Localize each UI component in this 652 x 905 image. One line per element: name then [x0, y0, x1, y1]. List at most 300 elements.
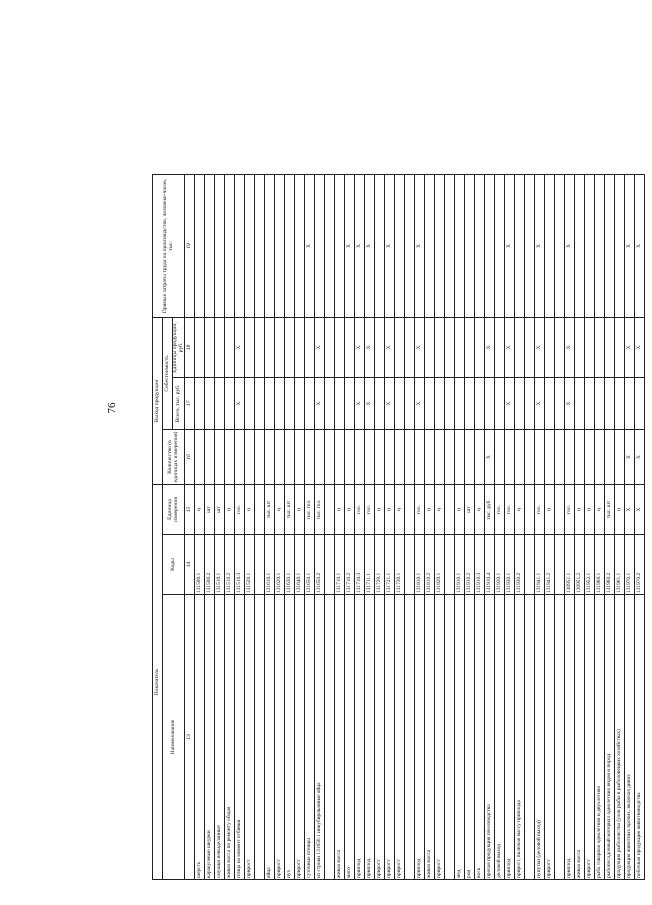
- row-per-unit-cell: [575, 317, 585, 377]
- col-number-total: 17: [185, 377, 195, 429]
- row-unit-cell: тыс. шт: [605, 484, 615, 534]
- row-name-cell: приплод: [365, 595, 375, 880]
- row-unit-cell: шт: [465, 484, 475, 534]
- row-qty-cell: [265, 429, 275, 484]
- row-qty-cell: [345, 429, 355, 484]
- row-direct-cell: [575, 174, 585, 317]
- row-name-cell: [555, 595, 565, 880]
- row-per-unit-cell: X: [315, 317, 325, 377]
- row-unit-cell: ц: [225, 484, 235, 534]
- row-unit-cell: ц: [395, 484, 405, 534]
- row-name-cell: живая масса: [335, 595, 345, 880]
- row-name-cell: рыба товарная однолетняя и двухлетняя: [595, 595, 605, 880]
- col-number-direct: 19: [185, 174, 195, 317]
- row-per-unit-cell: [455, 317, 465, 377]
- row-total-cell: X: [385, 377, 395, 429]
- row-qty-cell: [375, 429, 385, 484]
- table-row: [615, 174, 625, 879]
- row-name-cell: [405, 595, 415, 880]
- row-qty-cell: [575, 429, 585, 484]
- row-name-cell: суточные птенцы: [305, 595, 315, 880]
- row-total-cell: [595, 377, 605, 429]
- row-name-cell: прирост: [545, 595, 555, 880]
- table-row: [305, 174, 315, 879]
- row-unit-cell: тыс. гол.: [315, 484, 325, 534]
- row-name-cell: из строки 131650.1 инкубированные яйца: [315, 595, 325, 880]
- row-per-unit-cell: [595, 317, 605, 377]
- row-direct-cell: [545, 174, 555, 317]
- row-code-cell: 131910.2: [465, 535, 475, 595]
- table-row: [415, 174, 425, 879]
- row-per-unit-cell: [435, 317, 445, 377]
- table-row: [595, 174, 605, 879]
- row-per-unit-cell: X: [485, 317, 495, 377]
- row-name-cell: пух: [285, 595, 295, 880]
- row-code-cell: 131810.1: [415, 535, 425, 595]
- row-qty-cell: X: [625, 429, 635, 484]
- row-direct-cell: [375, 174, 385, 317]
- row-name-cell: продукция рыболовства (улов рыбы в рыболовецких хозяйствах): [615, 595, 625, 880]
- header-direct-costs: Прямые затраты труда на производство, человеко-часов, тыс.: [153, 174, 185, 317]
- row-name-cell: живая масса: [425, 595, 435, 880]
- rotated-form-table: [152, 175, 652, 880]
- row-per-unit-cell: [255, 317, 265, 377]
- row-qty-cell: [445, 429, 455, 484]
- header-name: Наименование: [163, 595, 185, 880]
- row-qty-cell: [215, 429, 225, 484]
- row-unit-cell: гол.: [365, 484, 375, 534]
- table-row: [435, 174, 445, 879]
- row-per-unit-cell: X: [625, 317, 635, 377]
- row-code-cell: [445, 535, 455, 595]
- row-total-cell: [455, 377, 465, 429]
- row-name-cell: прочая продукция пчеловодства: [485, 595, 495, 880]
- table-row: [565, 174, 575, 879]
- row-code-cell: [325, 535, 335, 595]
- row-per-unit-cell: [585, 317, 595, 377]
- table-row: [235, 174, 245, 879]
- table-spacer-row: [325, 174, 335, 879]
- row-qty-cell: [615, 429, 625, 484]
- row-per-unit-cell: X: [235, 317, 245, 377]
- row-unit-cell: ц: [335, 484, 345, 534]
- table-row: [285, 174, 295, 879]
- row-total-cell: [555, 377, 565, 429]
- row-unit-cell: ц: [425, 484, 435, 534]
- row-unit-cell: шт: [205, 484, 215, 534]
- table-row: [395, 174, 405, 879]
- row-direct-cell: [295, 174, 305, 317]
- row-total-cell: [205, 377, 215, 429]
- row-total-cell: [425, 377, 435, 429]
- row-unit-cell: гол.: [505, 484, 515, 534]
- row-direct-cell: X: [635, 174, 645, 317]
- col-number-code: 14: [185, 535, 195, 595]
- row-unit-cell: гол.: [565, 484, 575, 534]
- row-qty-cell: [395, 429, 405, 484]
- row-qty-cell: X: [485, 429, 495, 484]
- row-direct-cell: [485, 174, 495, 317]
- row-qty-cell: [555, 429, 565, 484]
- row-direct-cell: [325, 174, 335, 317]
- row-code-cell: 131952.1: [585, 535, 595, 595]
- row-name-cell: мед: [455, 595, 465, 880]
- row-direct-cell: [205, 174, 215, 317]
- row-per-unit-cell: [265, 317, 275, 377]
- header-unit: Единица измерения: [163, 484, 185, 534]
- row-total-cell: [295, 377, 305, 429]
- row-code-cell: 131640.1: [295, 535, 305, 595]
- row-direct-cell: [275, 174, 285, 317]
- row-name-cell: приплод: [505, 595, 515, 880]
- row-qty-cell: [315, 429, 325, 484]
- row-name-cell: прирост: [295, 595, 305, 880]
- row-direct-cell: [425, 174, 435, 317]
- row-per-unit-cell: [445, 317, 455, 377]
- table-row: [545, 174, 555, 879]
- row-per-unit-cell: [525, 317, 535, 377]
- row-per-unit-cell: [295, 317, 305, 377]
- row-code-cell: 131810.2: [425, 535, 435, 595]
- row-qty-cell: [525, 429, 535, 484]
- row-unit-cell: ц: [595, 484, 605, 534]
- row-unit-cell: гол.: [535, 484, 545, 534]
- row-direct-cell: [235, 174, 245, 317]
- col-number-unit: 15: [185, 484, 195, 534]
- row-direct-cell: [585, 174, 595, 317]
- row-code-cell: 131730.1: [395, 535, 405, 595]
- row-code-cell: [405, 535, 415, 595]
- row-name-cell: [525, 595, 535, 880]
- page-number: 76: [106, 402, 118, 414]
- header-total: Всего, тыс. руб.: [173, 377, 185, 429]
- row-per-unit-cell: [285, 317, 295, 377]
- row-total-cell: [515, 377, 525, 429]
- table-row: [295, 174, 305, 879]
- table-row: [315, 174, 325, 879]
- row-per-unit-cell: [215, 317, 225, 377]
- row-qty-cell: [495, 429, 505, 484]
- row-qty-cell: [195, 429, 205, 484]
- table-row: [425, 174, 435, 879]
- row-direct-cell: [595, 174, 605, 317]
- row-direct-cell: [455, 174, 465, 317]
- row-per-unit-cell: X: [385, 317, 395, 377]
- row-unit-cell: ц: [585, 484, 595, 534]
- row-qty-cell: [305, 429, 315, 484]
- header-cost: Себестоимость: [163, 317, 173, 429]
- row-unit-cell: [405, 484, 415, 534]
- table-row: [355, 174, 365, 879]
- row-direct-cell: [215, 174, 225, 317]
- table-row: [215, 174, 225, 879]
- row-code-cell: 131970.1: [625, 535, 635, 595]
- row-name-cell: живая масса по ремонту общая: [225, 595, 235, 880]
- row-total-cell: [305, 377, 315, 429]
- row-per-unit-cell: X: [505, 317, 515, 377]
- row-name-cell: воск: [475, 595, 485, 880]
- row-unit-cell: [255, 484, 265, 534]
- row-unit-cell: [555, 484, 565, 534]
- row-unit-cell: [445, 484, 455, 534]
- header-output: Выход продукции: [153, 317, 163, 484]
- row-qty-cell: [545, 429, 555, 484]
- row-per-unit-cell: [205, 317, 215, 377]
- header-quantity: Количество (в единицах измерения): [163, 429, 185, 484]
- row-code-cell: 131620.1: [275, 535, 285, 595]
- row-code-cell: 130951.2: [575, 535, 585, 595]
- table-spacer-row: [445, 174, 455, 879]
- row-code-cell: 131510.2: [225, 535, 235, 595]
- row-unit-cell: ц: [385, 484, 395, 534]
- row-code-cell: 131510.1: [215, 535, 225, 595]
- row-per-unit-cell: [465, 317, 475, 377]
- row-per-unit-cell: [555, 317, 565, 377]
- row-name-cell: рои: [465, 595, 475, 880]
- row-unit-cell: гол.: [495, 484, 505, 534]
- row-total-cell: X: [315, 377, 325, 429]
- row-qty-cell: [465, 429, 475, 484]
- row-per-unit-cell: [545, 317, 555, 377]
- row-unit-cell: [525, 484, 535, 534]
- row-direct-cell: [615, 174, 625, 317]
- row-total-cell: X: [365, 377, 375, 429]
- row-code-cell: 131970.2: [635, 535, 645, 595]
- row-name-cell: яйца: [265, 595, 275, 880]
- row-code-cell: [555, 535, 565, 595]
- row-qty-cell: [205, 429, 215, 484]
- row-direct-cell: X: [505, 174, 515, 317]
- row-total-cell: [325, 377, 335, 429]
- row-direct-cell: [435, 174, 445, 317]
- row-name-cell: приплод: [565, 595, 575, 880]
- row-total-cell: [285, 377, 295, 429]
- row-name-cell: прирост, включая массу приплода: [515, 595, 525, 880]
- row-unit-cell: тыс. шт: [265, 484, 275, 534]
- row-total-cell: [445, 377, 455, 429]
- table-spacer-row: [255, 174, 265, 879]
- row-code-cell: 131910.4: [485, 535, 495, 595]
- row-total-cell: X: [505, 377, 515, 429]
- row-code-cell: 131910.3: [475, 535, 485, 595]
- row-total-cell: [255, 377, 265, 429]
- row-per-unit-cell: X: [565, 317, 575, 377]
- row-qty-cell: [285, 429, 295, 484]
- table-row: [575, 174, 585, 879]
- row-per-unit-cell: [425, 317, 435, 377]
- table-row: [505, 174, 515, 879]
- row-per-unit-cell: [305, 317, 315, 377]
- row-name-cell: приплод: [415, 595, 425, 880]
- row-code-cell: [525, 535, 535, 595]
- row-code-cell: 131630.1: [285, 535, 295, 595]
- row-total-cell: [605, 377, 615, 429]
- row-code-cell: 131710.1: [335, 535, 345, 595]
- row-unit-cell: [325, 484, 335, 534]
- table-row: [605, 174, 615, 879]
- row-per-unit-cell: X: [355, 317, 365, 377]
- row-code-cell: 130951.1: [565, 535, 575, 595]
- row-name-cell: прирост: [245, 595, 255, 880]
- row-code-cell: 131910.1: [455, 535, 465, 595]
- row-per-unit-cell: [195, 317, 205, 377]
- table-row: [365, 174, 375, 879]
- row-code-cell: 131941.2: [545, 535, 555, 595]
- table-row: [455, 174, 465, 879]
- row-direct-cell: X: [365, 174, 375, 317]
- table-row: [275, 174, 285, 879]
- row-code-cell: 131930.2: [515, 535, 525, 595]
- row-direct-cell: [265, 174, 275, 317]
- row-code-cell: [255, 535, 265, 595]
- row-total-cell: [575, 377, 585, 429]
- row-total-cell: [375, 377, 385, 429]
- row-qty-cell: X: [635, 429, 645, 484]
- table-body: [195, 174, 645, 879]
- table-row: [465, 174, 475, 879]
- row-qty-cell: [585, 429, 595, 484]
- row-total-cell: [265, 377, 275, 429]
- row-direct-cell: [555, 174, 565, 317]
- row-direct-cell: [465, 174, 475, 317]
- row-unit-cell: тыс. шт: [285, 484, 295, 534]
- table-row: [625, 174, 635, 879]
- table-row: [375, 174, 385, 879]
- row-qty-cell: [565, 429, 575, 484]
- row-unit-cell: ц: [575, 484, 585, 534]
- row-unit-cell: шт: [215, 484, 225, 534]
- row-direct-cell: [475, 174, 485, 317]
- row-direct-cell: [605, 174, 615, 317]
- row-unit-cell: тыс. руб.: [485, 484, 495, 534]
- row-qty-cell: [405, 429, 415, 484]
- row-qty-cell: [605, 429, 615, 484]
- row-name-cell: шерсть: [195, 595, 205, 880]
- row-name-cell: смушки невыделанные: [215, 595, 225, 880]
- row-total-cell: X: [355, 377, 365, 429]
- row-unit-cell: ц: [195, 484, 205, 534]
- row-code-cell: 131721.1: [385, 535, 395, 595]
- table-row: [485, 174, 495, 879]
- row-total-cell: [275, 377, 285, 429]
- row-name-cell: прирост: [585, 595, 595, 880]
- row-qty-cell: [455, 429, 465, 484]
- row-total-cell: [345, 377, 355, 429]
- row-code-cell: 131520.1: [245, 535, 255, 595]
- row-per-unit-cell: X: [365, 317, 375, 377]
- row-total-cell: X: [535, 377, 545, 429]
- row-unit-cell: ц: [275, 484, 285, 534]
- row-direct-cell: [515, 174, 525, 317]
- row-qty-cell: [255, 429, 265, 484]
- row-unit-cell: ц: [515, 484, 525, 534]
- row-total-cell: [495, 377, 505, 429]
- table-row: [205, 174, 215, 879]
- row-total-cell: X: [415, 377, 425, 429]
- row-per-unit-cell: [475, 317, 485, 377]
- row-unit-cell: ц: [295, 484, 305, 534]
- row-code-cell: 131820.1: [435, 535, 445, 595]
- col-number-qty: 16: [185, 429, 195, 484]
- row-name-cell: [445, 595, 455, 880]
- row-unit-cell: ц: [475, 484, 485, 534]
- row-code-cell: 131930.1: [505, 535, 515, 595]
- row-code-cell: 131710.2: [345, 535, 355, 595]
- row-total-cell: [435, 377, 445, 429]
- row-name-cell: прирост: [385, 595, 395, 880]
- row-per-unit-cell: [375, 317, 385, 377]
- row-direct-cell: X: [355, 174, 365, 317]
- row-name-cell: приплод: [355, 595, 365, 880]
- row-qty-cell: [365, 429, 375, 484]
- row-direct-cell: [525, 174, 535, 317]
- row-qty-cell: [515, 429, 525, 484]
- row-qty-cell: [245, 429, 255, 484]
- row-direct-cell: [225, 174, 235, 317]
- row-total-cell: [625, 377, 635, 429]
- row-unit-cell: ц: [435, 484, 445, 534]
- row-qty-cell: [335, 429, 345, 484]
- row-total-cell: X: [235, 377, 245, 429]
- table-row: [495, 174, 505, 879]
- table-spacer-row: [525, 174, 535, 879]
- row-per-unit-cell: X: [635, 317, 645, 377]
- row-unit-cell: X: [635, 484, 645, 534]
- row-direct-cell: [495, 174, 505, 317]
- header-indicators: Показатель: [153, 484, 163, 879]
- row-unit-cell: X: [625, 484, 635, 534]
- row-unit-cell: ц: [545, 484, 555, 534]
- row-total-cell: [405, 377, 415, 429]
- row-code-cell: 131920.1: [495, 535, 505, 595]
- row-qty-cell: [425, 429, 435, 484]
- row-direct-cell: [285, 174, 295, 317]
- row-qty-cell: [325, 429, 335, 484]
- row-qty-cell: [505, 429, 515, 484]
- row-code-cell: 131961.1: [615, 535, 625, 595]
- row-qty-cell: [225, 429, 235, 484]
- table-row: [635, 174, 645, 879]
- row-direct-cell: [195, 174, 205, 317]
- row-name-cell: каракулевые шкурки: [205, 595, 215, 880]
- row-per-unit-cell: [325, 317, 335, 377]
- row-total-cell: [215, 377, 225, 429]
- row-total-cell: [195, 377, 205, 429]
- row-name-cell: прирост: [275, 595, 285, 880]
- row-direct-cell: [245, 174, 255, 317]
- row-name-cell: прирост: [395, 595, 405, 880]
- table-row: [345, 174, 355, 879]
- row-qty-cell: [295, 429, 305, 484]
- header-codes: Коды: [163, 535, 185, 595]
- row-name-cell: рыбопосадочный материал однолетних видов и пород: [605, 595, 615, 880]
- row-name-cell: продукция животных прочих, включая диких: [625, 595, 635, 880]
- row-direct-cell: X: [385, 174, 395, 317]
- row-code-cell: 131510.3: [235, 535, 245, 595]
- row-total-cell: [545, 377, 555, 429]
- row-per-unit-cell: X: [415, 317, 425, 377]
- row-name-cell: живая масса: [575, 595, 585, 880]
- row-name-cell: [255, 595, 265, 880]
- row-direct-cell: X: [625, 174, 635, 317]
- row-direct-cell: X: [565, 174, 575, 317]
- row-qty-cell: [475, 429, 485, 484]
- row-name-cell: птица на момент отбивки: [235, 595, 245, 880]
- row-total-cell: [245, 377, 255, 429]
- row-qty-cell: [385, 429, 395, 484]
- row-qty-cell: [435, 429, 445, 484]
- row-qty-cell: [355, 429, 365, 484]
